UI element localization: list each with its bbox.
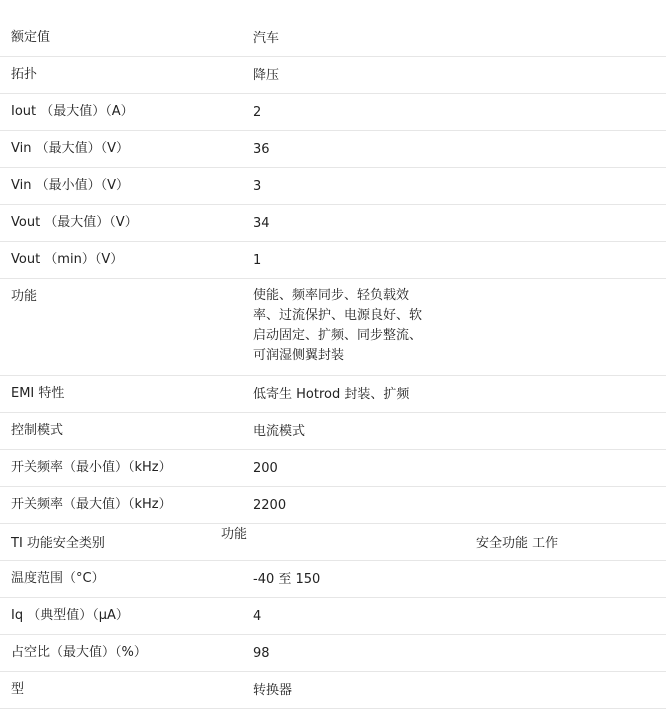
spec-label: 开关频率（最大值）（kHz）	[11, 497, 172, 512]
spec-row-vin-max	[0, 131, 666, 168]
spec-row-duty-cycle	[0, 635, 666, 672]
spec-label: Iout （最大值）（A）	[11, 104, 134, 119]
spec-label: EMI 特性	[11, 386, 65, 401]
spec-label: 温度范围（°C）	[11, 571, 105, 586]
spec-label: Iq （典型值）（μA）	[11, 608, 129, 623]
spec-value: 34	[253, 216, 270, 231]
spec-row-iq	[0, 598, 666, 635]
spec-value-part-2: 安全功能 工作	[476, 536, 559, 551]
spec-row-safety-category	[0, 524, 666, 561]
spec-value-part-1: 功能	[221, 527, 248, 542]
spec-row-emi	[0, 376, 666, 413]
spec-value: 200	[253, 461, 278, 476]
spec-value: 1	[253, 253, 262, 268]
spec-row-type	[0, 672, 666, 709]
spec-table	[0, 20, 666, 709]
spec-value: 98	[253, 646, 270, 661]
spec-row-fsw-min	[0, 450, 666, 487]
spec-label: 开关频率（最小值）（kHz）	[11, 460, 172, 475]
spec-row-vout-min	[0, 242, 666, 279]
spec-row-fsw-max	[0, 487, 666, 524]
spec-row-vin-min	[0, 168, 666, 205]
spec-row-iout-max	[0, 94, 666, 131]
spec-row-features	[0, 279, 666, 376]
spec-value: 36	[253, 142, 270, 157]
spec-value: 3	[253, 179, 262, 194]
spec-label: TI 功能安全类别	[11, 536, 105, 551]
spec-label: 控制模式	[11, 423, 64, 438]
spec-value: 4	[253, 609, 262, 624]
spec-label: Vin （最小值）（V）	[11, 178, 129, 193]
spec-row-vout-max	[0, 205, 666, 242]
spec-row-control-mode	[0, 413, 666, 450]
spec-value: 低寄生 Hotrod 封装、扩频	[253, 387, 410, 402]
spec-label: 额定值	[11, 30, 51, 45]
spec-value: 使能、频率同步、轻负载效率、过流保护、电源良好、软启动固定、扩频、同步整流、可润湿侧翼封装	[253, 288, 423, 363]
spec-label: Vout （最大值）（V）	[11, 215, 138, 230]
spec-value: 转换器	[253, 683, 293, 698]
spec-value: 2200	[253, 498, 287, 513]
spec-row-rating	[0, 20, 666, 57]
spec-value: -40 至 150	[253, 572, 321, 587]
spec-row-temperature	[0, 561, 666, 598]
spec-label: 拓扑	[11, 67, 38, 82]
spec-label: 占空比（最大值）（%）	[11, 645, 147, 660]
spec-value: 降压	[253, 68, 280, 83]
spec-label: Vout （min）（V）	[11, 252, 124, 267]
spec-row-topology	[0, 57, 666, 94]
spec-label: Vin （最大值）（V）	[11, 141, 129, 156]
spec-value: 电流模式	[253, 424, 306, 439]
spec-value: 汽车	[253, 31, 280, 46]
spec-label: 型	[11, 682, 25, 697]
spec-value: 2	[253, 105, 262, 120]
spec-label: 功能	[11, 289, 38, 304]
